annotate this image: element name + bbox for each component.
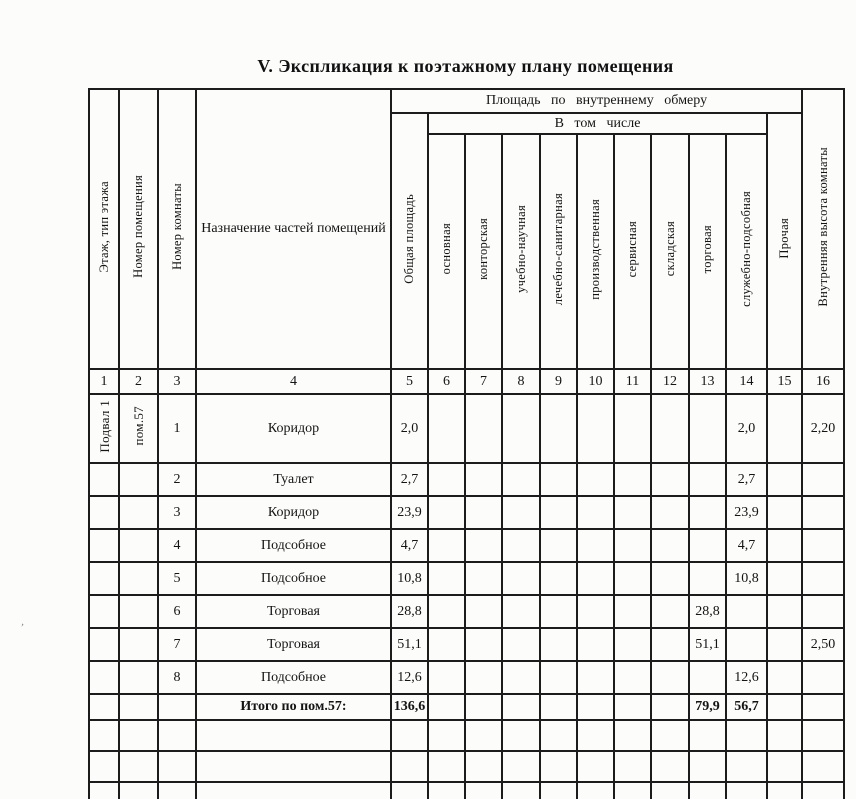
cell <box>689 782 726 799</box>
floor-label: Подвал 1 <box>96 399 112 453</box>
cell <box>802 751 844 782</box>
cell <box>428 782 465 799</box>
cell <box>540 694 577 720</box>
column-numbers-row <box>89 369 844 394</box>
cell-purpose: Подсобное <box>196 562 391 595</box>
cell <box>767 661 802 694</box>
cell <box>540 595 577 628</box>
cell-height <box>802 496 844 529</box>
cell <box>465 694 502 720</box>
col-number: 10 <box>577 369 614 394</box>
cell <box>428 463 465 496</box>
cell <box>651 661 689 694</box>
cell <box>726 782 767 799</box>
table-row <box>89 463 844 496</box>
col-header-warehouse-label: складская <box>662 221 677 277</box>
cell <box>614 661 651 694</box>
cell <box>391 720 428 751</box>
scan-speck: ’ <box>18 621 25 635</box>
cell <box>502 394 540 463</box>
cell-purpose: Туалет <box>196 463 391 496</box>
cell <box>802 720 844 751</box>
cell <box>465 562 502 595</box>
cell <box>428 661 465 694</box>
cell <box>577 496 614 529</box>
col-number: 9 <box>540 369 577 394</box>
cell <box>465 628 502 661</box>
cell <box>651 751 689 782</box>
cell <box>428 595 465 628</box>
col-number: 1 <box>89 369 119 394</box>
cell <box>577 562 614 595</box>
cell-purpose: Коридор <box>196 394 391 463</box>
cell <box>577 394 614 463</box>
col-header-trade-label: торговая <box>700 224 715 274</box>
cell <box>614 496 651 529</box>
cell-height <box>802 463 844 496</box>
cell-total-area: 10,8 <box>391 562 428 595</box>
cell-purpose: Торговая <box>196 628 391 661</box>
cell <box>196 751 391 782</box>
cell-room-number: 3 <box>158 496 196 529</box>
col-header-purpose: Назначение частей помещений <box>196 89 391 369</box>
cell-total-area: 51,1 <box>391 628 428 661</box>
col-header-warehouse <box>651 134 689 369</box>
cell <box>651 496 689 529</box>
cell <box>465 595 502 628</box>
totals-trade-area: 79,9 <box>689 694 726 720</box>
col-header-medical-label: лечебно-санитарная <box>551 192 566 306</box>
cell <box>726 751 767 782</box>
cell-height: 2,20 <box>802 394 844 463</box>
cell <box>89 661 119 694</box>
cell <box>428 562 465 595</box>
col-number: 13 <box>689 369 726 394</box>
explication-table <box>88 88 845 799</box>
cell <box>502 694 540 720</box>
cell <box>540 394 577 463</box>
cell-room-number: 2 <box>158 463 196 496</box>
cell <box>577 529 614 562</box>
col-header-height-label: Внутренняя высота комнаты <box>815 146 830 307</box>
col-number: 4 <box>196 369 391 394</box>
cell <box>391 751 428 782</box>
cell <box>651 694 689 720</box>
cell <box>502 595 540 628</box>
cell <box>89 628 119 661</box>
cell-height <box>802 661 844 694</box>
cell <box>651 529 689 562</box>
cell <box>767 751 802 782</box>
cell <box>502 782 540 799</box>
cell-trade-area <box>689 496 726 529</box>
cell <box>89 751 119 782</box>
cell <box>540 463 577 496</box>
cell-total-area: 23,9 <box>391 496 428 529</box>
cell <box>465 661 502 694</box>
cell <box>119 628 158 661</box>
col-header-office-label: конторская <box>476 218 491 280</box>
cell <box>651 782 689 799</box>
cell-trade-area <box>689 562 726 595</box>
cell <box>119 751 158 782</box>
cell-utility-area: 10,8 <box>726 562 767 595</box>
col-number: 8 <box>502 369 540 394</box>
col-header-medical <box>540 134 577 369</box>
table-row <box>89 394 844 463</box>
cell-height <box>802 529 844 562</box>
cell-purpose: Торговая <box>196 595 391 628</box>
col-number: 6 <box>428 369 465 394</box>
cell <box>158 720 196 751</box>
cell <box>428 720 465 751</box>
cell-utility-area: 2,7 <box>726 463 767 496</box>
col-header-total-area-label: Общая площадь <box>402 193 417 284</box>
cell-room-number: 5 <box>158 562 196 595</box>
cell <box>767 628 802 661</box>
col-header-edu <box>502 134 540 369</box>
table-row <box>89 595 844 628</box>
cell <box>767 394 802 463</box>
col-header-room <box>158 89 196 369</box>
cell <box>726 720 767 751</box>
cell <box>119 661 158 694</box>
cell <box>689 720 726 751</box>
cell-room-number: 1 <box>158 394 196 463</box>
col-header-trade <box>689 134 726 369</box>
col-header-service-label: сервисная <box>625 220 640 278</box>
cell-utility-area: 4,7 <box>726 529 767 562</box>
totals-utility-area: 56,7 <box>726 694 767 720</box>
totals-total-area: 136,6 <box>391 694 428 720</box>
empty-row <box>89 720 844 751</box>
cell <box>767 694 802 720</box>
cell-trade-area <box>689 529 726 562</box>
cell-trade-area <box>689 463 726 496</box>
col-header-floor <box>89 89 119 369</box>
cell-purpose: Коридор <box>196 496 391 529</box>
cell <box>767 529 802 562</box>
col-header-unit <box>119 89 158 369</box>
cell <box>614 720 651 751</box>
cell <box>540 496 577 529</box>
cell <box>465 782 502 799</box>
cell <box>158 751 196 782</box>
cell <box>614 562 651 595</box>
table-row <box>89 496 844 529</box>
band-inner-measure-area: Площадь по внутреннему обмеру <box>391 89 802 113</box>
cell-trade-area: 51,1 <box>689 628 726 661</box>
col-number: 7 <box>465 369 502 394</box>
cell <box>767 496 802 529</box>
table-row <box>89 628 844 661</box>
cell-room-number: 8 <box>158 661 196 694</box>
col-number: 5 <box>391 369 428 394</box>
cell <box>428 694 465 720</box>
cell <box>540 782 577 799</box>
cell <box>196 720 391 751</box>
cell <box>89 529 119 562</box>
cell <box>502 751 540 782</box>
cell <box>119 782 158 799</box>
cell-total-area: 2,7 <box>391 463 428 496</box>
cell <box>767 782 802 799</box>
cell <box>502 720 540 751</box>
cell-purpose: Подсобное <box>196 529 391 562</box>
col-header-utility-label: служебно-подсобная <box>739 191 754 307</box>
cell-utility-area: 2,0 <box>726 394 767 463</box>
cell <box>540 628 577 661</box>
cell <box>540 529 577 562</box>
cell <box>119 529 158 562</box>
cell <box>577 694 614 720</box>
page-title: V. Экспликация к поэтажному плану помещения <box>257 56 674 76</box>
cell <box>577 720 614 751</box>
cell-utility-area <box>726 628 767 661</box>
cell-total-area: 12,6 <box>391 661 428 694</box>
col-header-office <box>465 134 502 369</box>
col-header-edu-label: учебно-научная <box>513 205 528 293</box>
cell <box>502 661 540 694</box>
cell <box>428 394 465 463</box>
cell <box>119 595 158 628</box>
cell <box>651 394 689 463</box>
col-header-service <box>614 134 651 369</box>
cell <box>428 496 465 529</box>
col-header-room-label: Номер комнаты <box>169 183 184 270</box>
cell <box>428 751 465 782</box>
cell <box>89 782 119 799</box>
cell <box>614 628 651 661</box>
cell <box>502 628 540 661</box>
cell <box>89 562 119 595</box>
cell <box>689 751 726 782</box>
cell <box>196 782 391 799</box>
cell-unit <box>119 394 158 463</box>
cell-height: 2,50 <box>802 628 844 661</box>
cell <box>119 562 158 595</box>
cell-total-area: 28,8 <box>391 595 428 628</box>
cell <box>614 595 651 628</box>
table-row <box>89 529 844 562</box>
cell <box>767 595 802 628</box>
cell <box>767 463 802 496</box>
cell <box>651 595 689 628</box>
cell-height <box>802 595 844 628</box>
cell <box>651 562 689 595</box>
cell <box>391 782 428 799</box>
cell <box>465 751 502 782</box>
cell <box>767 720 802 751</box>
cell <box>614 751 651 782</box>
cell <box>802 782 844 799</box>
col-header-industrial-label: производственная <box>588 198 603 300</box>
cell <box>465 529 502 562</box>
cell <box>465 496 502 529</box>
cell <box>119 496 158 529</box>
cell <box>502 529 540 562</box>
cell-floor <box>89 394 119 463</box>
cell <box>89 694 119 720</box>
cell <box>614 463 651 496</box>
cell <box>89 496 119 529</box>
col-header-main-label: основная <box>439 223 454 275</box>
col-header-other <box>767 113 802 369</box>
col-header-utility <box>726 134 767 369</box>
cell <box>119 463 158 496</box>
cell <box>614 694 651 720</box>
col-number: 14 <box>726 369 767 394</box>
cell <box>119 720 158 751</box>
cell-utility-area: 23,9 <box>726 496 767 529</box>
cell <box>158 694 196 720</box>
cell <box>614 394 651 463</box>
cell <box>502 496 540 529</box>
cell <box>89 720 119 751</box>
cell-trade-area <box>689 394 726 463</box>
cell <box>802 694 844 720</box>
cell <box>577 661 614 694</box>
cell <box>540 751 577 782</box>
cell-trade-area <box>689 661 726 694</box>
cell <box>651 463 689 496</box>
cell <box>158 782 196 799</box>
cell <box>89 595 119 628</box>
table-row <box>89 661 844 694</box>
table-row <box>89 562 844 595</box>
cell <box>465 394 502 463</box>
col-header-main <box>428 134 465 369</box>
col-number: 12 <box>651 369 689 394</box>
cell <box>577 595 614 628</box>
cell <box>651 628 689 661</box>
cell-height <box>802 562 844 595</box>
col-number: 15 <box>767 369 802 394</box>
cell-utility-area: 12,6 <box>726 661 767 694</box>
cell <box>119 694 158 720</box>
cell-trade-area: 28,8 <box>689 595 726 628</box>
cell <box>89 463 119 496</box>
cell <box>767 562 802 595</box>
col-header-floor-label: Этаж, тип этажа <box>96 180 111 273</box>
cell-purpose: Подсобное <box>196 661 391 694</box>
col-number: 2 <box>119 369 158 394</box>
cell-utility-area <box>726 595 767 628</box>
band-including: В том числе <box>428 113 767 134</box>
cell <box>540 720 577 751</box>
cell <box>577 463 614 496</box>
col-number: 16 <box>802 369 844 394</box>
col-number: 11 <box>614 369 651 394</box>
col-header-height <box>802 89 844 369</box>
cell <box>540 661 577 694</box>
cell <box>577 751 614 782</box>
totals-row <box>89 694 844 720</box>
cell <box>540 562 577 595</box>
cell-total-area: 4,7 <box>391 529 428 562</box>
col-header-industrial <box>577 134 614 369</box>
empty-row <box>89 782 844 799</box>
cell <box>502 463 540 496</box>
col-number: 3 <box>158 369 196 394</box>
cell <box>465 720 502 751</box>
cell-room-number: 7 <box>158 628 196 661</box>
cell <box>502 562 540 595</box>
cell <box>577 782 614 799</box>
header-band-1 <box>89 89 844 113</box>
cell-room-number: 4 <box>158 529 196 562</box>
cell <box>577 628 614 661</box>
col-header-unit-label: Номер помещения <box>131 175 146 278</box>
cell-total-area: 2,0 <box>391 394 428 463</box>
unit-label: пом.57 <box>131 406 146 446</box>
cell <box>465 463 502 496</box>
cell-room-number: 6 <box>158 595 196 628</box>
empty-row <box>89 751 844 782</box>
cell <box>651 720 689 751</box>
cell <box>428 628 465 661</box>
col-header-other-label: Прочая <box>777 218 792 259</box>
cell <box>428 529 465 562</box>
cell <box>614 782 651 799</box>
cell <box>614 529 651 562</box>
totals-label: Итого по пом.57: <box>196 694 391 720</box>
col-header-total-area <box>391 113 428 369</box>
